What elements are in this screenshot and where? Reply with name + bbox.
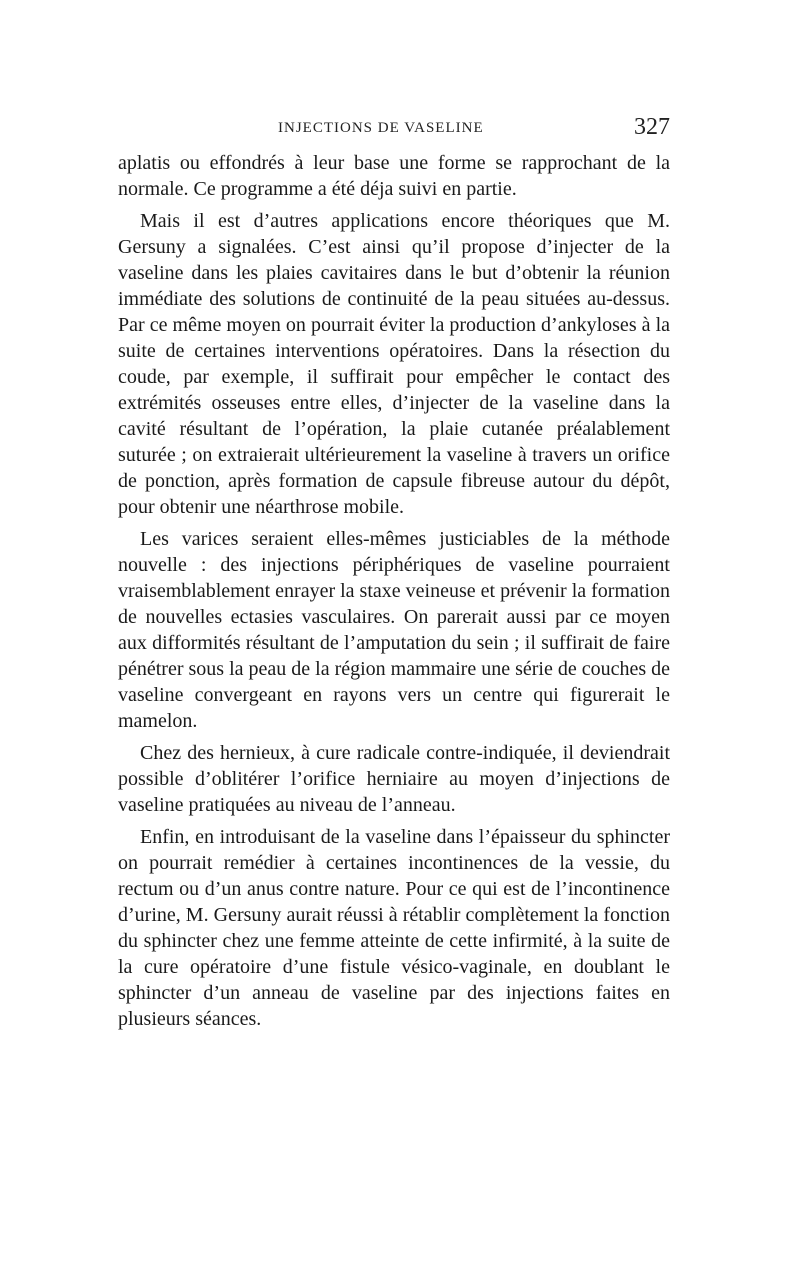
page-number: 327 — [634, 114, 670, 140]
paragraph: Les varices seraient elles-mêmes justiciables de la méthode nouvelle : des injections périphériques de vaseline pourraient vraisemblablement enrayer la staxe veineuse et prévenir la formation de nouvelles ectasies vasculaires. On parerait aussi par ce moyen aux difformités résultant de l’amputation du sein ; il suffirait de faire pénétrer sous la peau de la région mammaire une série de couches de vaseline convergeant en rayons vers un centre qui figurerait le mamelon. — [118, 528, 670, 732]
paragraph: Mais il est d’autres applications encore théoriques que M. Gersuny a signalées. C’est ainsi qu’il propose d’injecter de la vaseline dans les plaies cavitaires dans le but d’obtenir la réunion immédiate des solutions de continuité de la peau situées au-dessus. Par ce même moyen on pourrait éviter la production d’ankyloses à la suite de certaines interventions opératoires. Dans la résection du coude, par exemple, il suffirait pour empêcher le contact des extrémités osseuses entre elles, d’injecter de la vaseline dans la cavité résultant de l’opération, la plaie cutanée préalablement suturée ; on extraierait ultérieurement la vaseline à travers un orifice de ponction, après formation de capsule fibreuse autour du dépôt, pour obtenir une néarthrose mobile. — [118, 210, 670, 518]
paragraph: Chez des hernieux, à cure radicale contre-indiquée, il deviendrait possible d’oblitérer l’orifice herniaire au moyen d’injections de vaseline pratiquées au niveau de l’anneau. — [118, 742, 670, 816]
body-text — [118, 150, 670, 1038]
paragraph: Enfin, en introduisant de la vaseline dans l’épaisseur du sphincter on pourrait remédier à certaines incontinences de la vessie, du rectum ou d’un anus contre nature. Pour ce qui est de l’incontinence d’urine, M. Gersuny aurait réussi à rétablir complètement la fonction du sphincter chez une femme atteinte de cette infirmité, à la suite de la cure opératoire d’une fistule vésico-vaginale, en doublant le sphincter d’un anneau de vaseline par des injections faites en plusieurs séances. — [118, 826, 670, 1030]
paragraph: aplatis ou effondrés à leur base une forme se rapprochant de la normale. Ce programme a été déja suivi en partie. — [118, 152, 670, 200]
running-title: INJECTIONS DE VASELINE — [278, 120, 484, 136]
running-head — [118, 114, 670, 144]
